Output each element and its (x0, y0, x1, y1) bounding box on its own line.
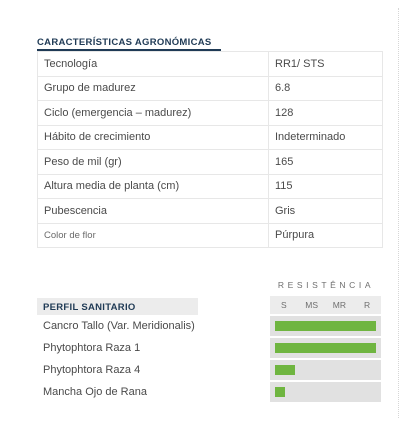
resistance-bar (275, 387, 285, 397)
row-label: Peso de mil (gr) (38, 150, 269, 175)
row-value: RR1/ STS (269, 52, 383, 77)
sanitary-row (37, 360, 382, 381)
sanitary-row (37, 316, 382, 337)
resistance-track (270, 316, 381, 336)
row-value: 115 (269, 174, 383, 199)
row-label: Grupo de madurez (38, 76, 269, 101)
table-row (38, 52, 383, 77)
row-label: Altura media de planta (cm) (38, 174, 269, 199)
sanitary-row (37, 382, 382, 403)
scale-label-r: R (364, 300, 371, 310)
table-row (38, 223, 383, 248)
table-row (38, 174, 383, 199)
resistance-track (270, 360, 381, 380)
row-label: Color de flor (38, 223, 269, 248)
row-label: Ciclo (emergencia – madurez) (38, 101, 269, 126)
agronomic-section-title: CARACTERÍSTICAS AGRONÓMICAS (37, 36, 221, 51)
disease-name: Cancro Tallo (Var. Meridionalis) (43, 320, 195, 332)
row-value: Púrpura (269, 223, 383, 248)
scale-label-s: S (281, 300, 287, 310)
disease-name: Phytophtora Raza 4 (43, 364, 141, 376)
table-row (38, 150, 383, 175)
row-label: Tecnología (38, 52, 269, 77)
disease-name: Phytophtora Raza 1 (43, 342, 141, 354)
row-value: 165 (269, 150, 383, 175)
scale-label-mr: MR (332, 300, 346, 310)
row-value: Gris (269, 199, 383, 224)
sanitary-title-bar (37, 298, 198, 315)
table-row (38, 199, 383, 224)
resistance-bar (275, 321, 376, 331)
row-value: 128 (269, 101, 383, 126)
sanitary-row (37, 338, 382, 359)
resistance-bar (275, 365, 295, 375)
resistance-scale (270, 296, 381, 314)
resistance-bar (275, 343, 376, 353)
row-label: Pubescencia (38, 199, 269, 224)
table-row (38, 125, 383, 150)
row-label: Hábito de crecimiento (38, 125, 269, 150)
disease-name: Mancha Ojo de Rana (43, 386, 147, 398)
resistance-track (270, 338, 381, 358)
row-value: 6.8 (269, 76, 383, 101)
table-row (38, 101, 383, 126)
row-value: Indeterminado (269, 125, 383, 150)
table-row (38, 76, 383, 101)
resistance-track (270, 382, 381, 402)
agronomic-table (37, 51, 383, 248)
resistance-header: RESISTÊNCIA (277, 280, 375, 290)
sanitary-section-title: PERFIL SANITARIO (43, 302, 136, 313)
scale-label-ms: MS (305, 300, 318, 310)
page-edge-dotted-line (398, 8, 399, 418)
